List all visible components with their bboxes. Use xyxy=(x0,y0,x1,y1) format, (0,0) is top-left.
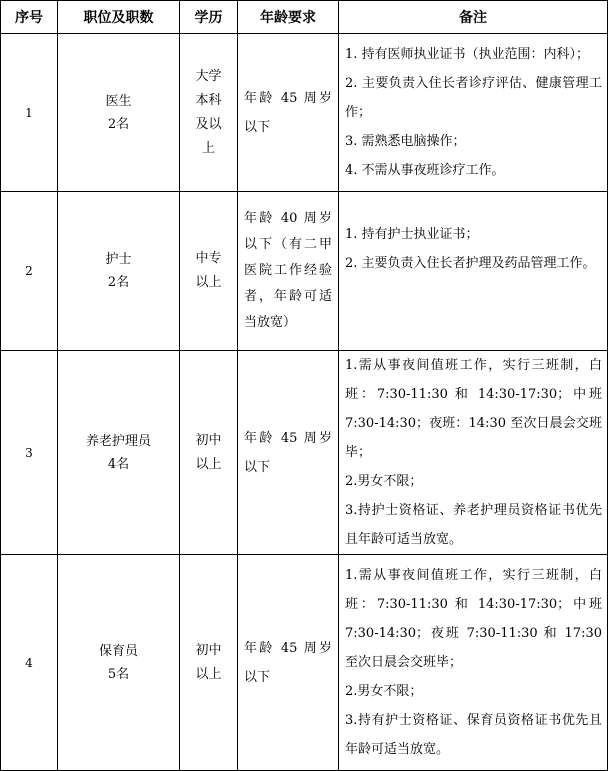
position-count: 2名 xyxy=(107,275,130,290)
row-position xyxy=(58,351,180,555)
education-line: 以上 xyxy=(195,666,222,682)
row-age: 年龄 45 周岁以下 xyxy=(238,34,339,192)
note-line: 3.持护士资格证、养老护理员资格证书优先且年龄可适当放宽。 xyxy=(345,503,602,547)
row-age: 年龄 45 周岁以下 xyxy=(238,555,339,771)
education-line: 初中 xyxy=(195,432,222,448)
row-seq: 1 xyxy=(1,34,58,192)
table-row xyxy=(1,192,608,351)
row-education xyxy=(180,192,238,351)
position-title: 保育员 xyxy=(98,643,138,659)
header-notes: 备注 xyxy=(339,1,608,34)
row-seq: 2 xyxy=(1,192,58,351)
header-education: 学历 xyxy=(180,1,238,34)
education-line: 及以 xyxy=(195,116,222,132)
position-count: 2名 xyxy=(107,116,130,132)
note-line: 1. 持有护士执业证书； xyxy=(345,227,479,242)
row-notes xyxy=(339,34,608,192)
note-line: 1.需从事夜间值班工作，实行三班制，白班：7:30-11:30 和 14:30-17:30；中班 7:30-14:30；夜班：14:30 至次日晨会交班毕； xyxy=(345,358,602,460)
note-line: 2. 主要负责入住长者护理及药品管理工作。 xyxy=(345,256,596,271)
header-row xyxy=(1,1,608,34)
row-age: 年龄 40 周岁以下（有二甲医院工作经验者，年龄可适当放宽） xyxy=(238,192,339,351)
header-position: 职位及职数 xyxy=(58,1,180,34)
row-position xyxy=(58,192,180,351)
position-count: 4名 xyxy=(107,456,130,472)
table-row xyxy=(1,351,608,555)
row-position xyxy=(58,34,180,192)
note-line: 2.男女不限； xyxy=(345,474,423,489)
row-position xyxy=(58,555,180,771)
row-notes xyxy=(339,351,608,555)
note-line: 2.男女不限； xyxy=(345,684,423,699)
row-education xyxy=(180,351,238,555)
education-line: 本科 xyxy=(195,92,222,108)
row-seq: 3 xyxy=(1,351,58,555)
education-line: 中专 xyxy=(195,251,222,266)
note-line: 2. 主要负责入住长者诊疗评估、健康管理工作； xyxy=(345,76,602,120)
note-line: 1. 持有医师执业证书（执业范围：内科）； xyxy=(345,47,590,62)
education-line: 初中 xyxy=(195,642,222,658)
education-line: 大学 xyxy=(195,68,222,84)
row-seq: 4 xyxy=(1,555,58,771)
header-age: 年龄要求 xyxy=(238,1,339,34)
education-line: 以上 xyxy=(195,456,222,472)
row-notes xyxy=(339,192,608,351)
table-row xyxy=(1,555,608,771)
row-education xyxy=(180,34,238,192)
header-seq: 序号 xyxy=(1,1,58,34)
note-line: 4. 不需从事夜班诊疗工作。 xyxy=(345,163,505,178)
note-line: 3.持有护士资格证、保育员资格证书优先且年龄可适当放宽。 xyxy=(345,713,602,757)
position-title: 护士 xyxy=(105,252,132,267)
position-title: 养老护理员 xyxy=(85,433,151,449)
education-line: 上 xyxy=(201,140,215,156)
position-title: 医生 xyxy=(105,93,132,109)
note-line: 3. 需熟悉电脑操作； xyxy=(345,134,466,149)
table-row xyxy=(1,34,608,192)
education-line: 以上 xyxy=(195,275,222,290)
position-count: 5名 xyxy=(107,666,130,682)
row-age: 年龄 45 周岁以下 xyxy=(238,351,339,555)
row-notes xyxy=(339,555,608,771)
row-education xyxy=(180,555,238,771)
note-line: 1.需从事夜间值班工作，实行三班制，白班：7:30-11:30 和 14:30-17:30；中班 7:30-14:30；夜班 7:30-11:30 和 17:30 至次日晨会交班毕； xyxy=(345,568,602,670)
